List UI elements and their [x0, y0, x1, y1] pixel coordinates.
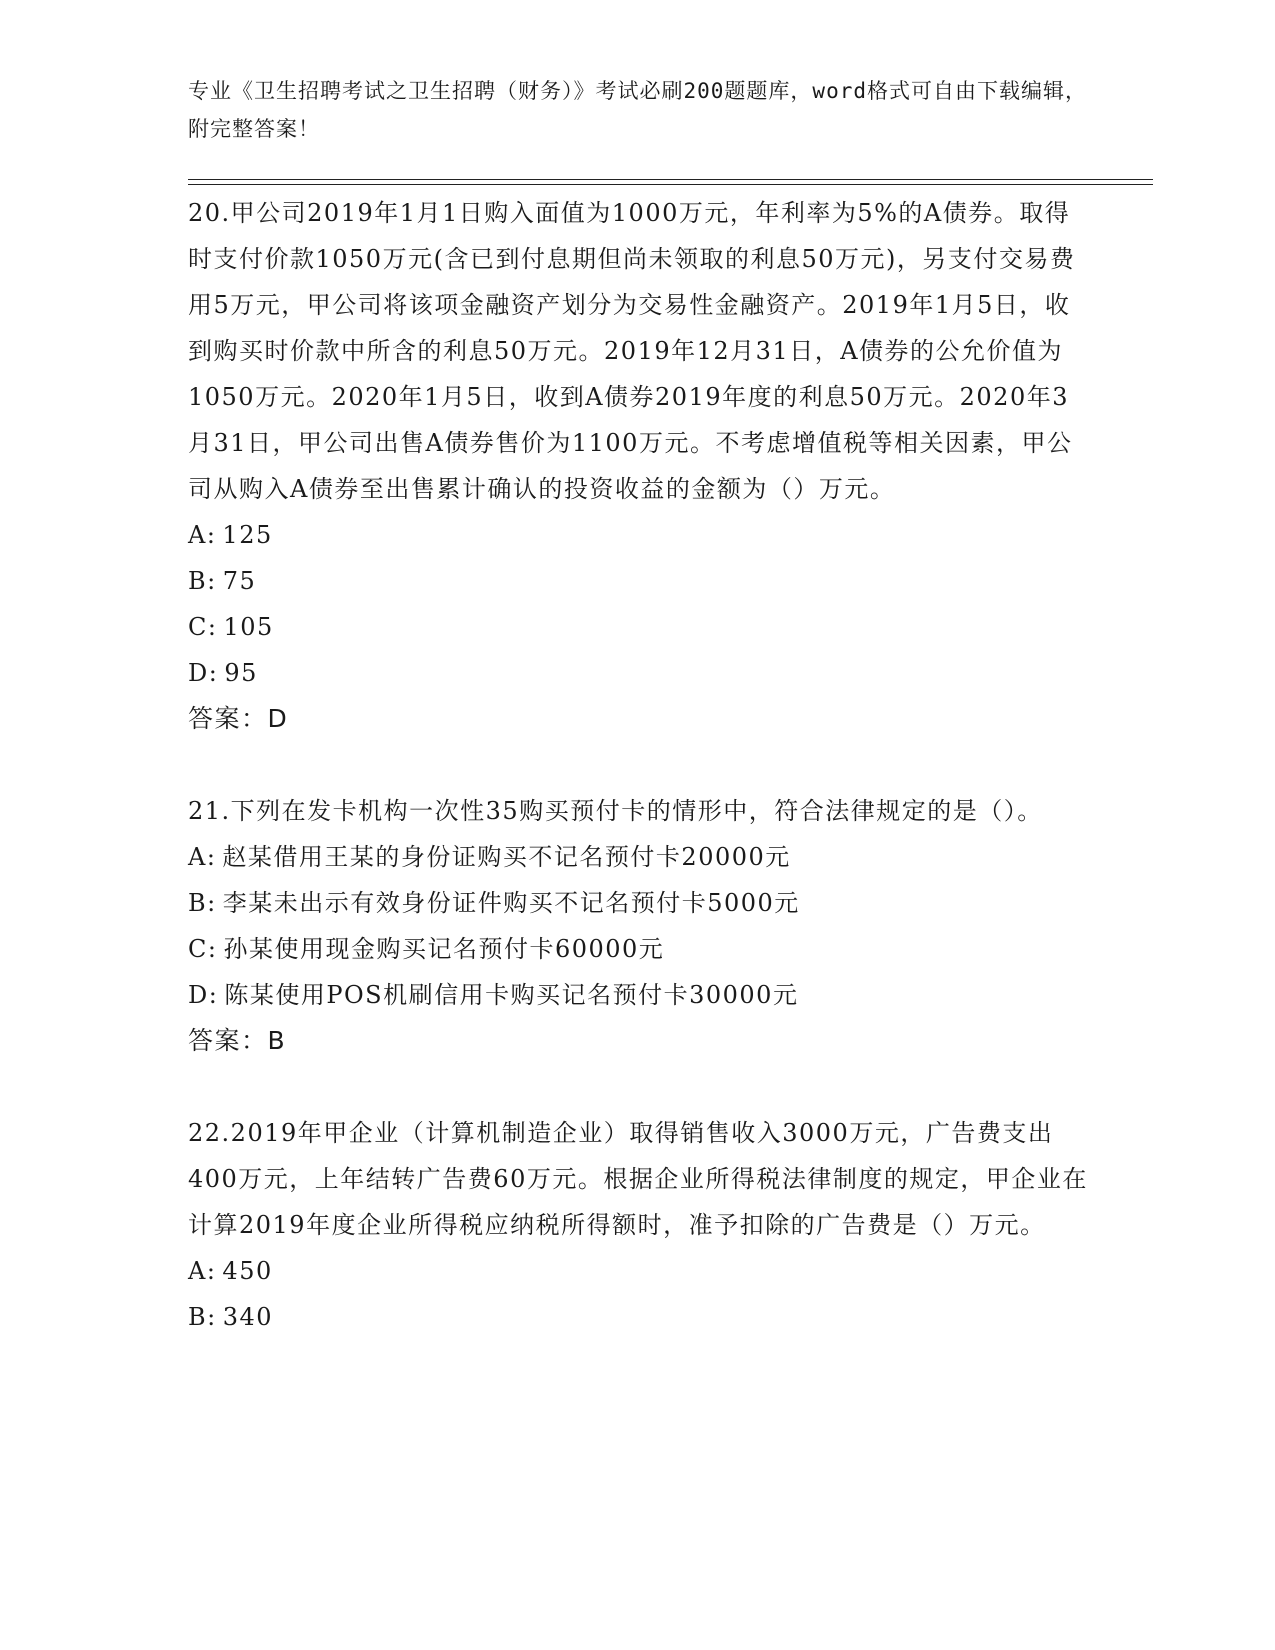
- header-rule-top: [188, 179, 1153, 180]
- option-text: 陈某使用POS机刷信用卡购买记名预付卡30000元: [224, 981, 799, 1009]
- question-block-21: [188, 788, 1088, 1064]
- option-text: 125: [222, 521, 273, 549]
- option-label: B:: [188, 567, 217, 595]
- option-text: 孙某使用现金购买记名预付卡60000元: [223, 935, 665, 963]
- option-a: [188, 512, 1088, 558]
- question-text: 20.甲公司2019年1月1日购入面值为1000万元，年利率为5%的A债券。取得时支付价款1050万元(含已到付息期但尚未领取的利息50万元)，另支付交易费用5万元，甲公司将该项金融资产划分为交易性金融资产。2019年1月5日，收到购买时价款中所含的利息50万元。2019年12月31日，A债券的公允价值为1050万元。2020年1月5日，收到A债券2019年度的利息50万元。2020年3月31日，甲公司出售A债券售价为1100万元。不考虑增值税等相关因素，甲公司从购入A债券至出售累计确认的投资收益的金额为（）万元。: [188, 199, 1076, 503]
- option-b: [188, 558, 1088, 604]
- option-label: A:: [188, 843, 217, 871]
- option-text: 340: [222, 1303, 274, 1331]
- option-label: B:: [188, 1303, 217, 1331]
- question-block-20: [188, 190, 1088, 742]
- option-label: D:: [188, 981, 219, 1009]
- option-text: 李某未出示有效身份证件购买不记名预付卡5000元: [222, 889, 800, 917]
- page-header: 专业《卫生招聘考试之卫生招聘（财务）》考试必刷200题题库，word格式可自由下载编辑，附完整答案！: [188, 79, 1087, 141]
- option-b: [188, 880, 1088, 926]
- option-label: C:: [188, 935, 218, 963]
- answer-text: 答案：B: [188, 1026, 287, 1055]
- option-text: 75: [222, 567, 257, 595]
- option-text: 赵某借用王某的身份证购买不记名预付卡20000元: [222, 843, 791, 871]
- option-b: [188, 1294, 1088, 1340]
- option-label: B:: [188, 889, 217, 917]
- header-rule-bottom: [188, 184, 1153, 185]
- option-d: [188, 650, 1088, 696]
- option-d: [188, 972, 1088, 1018]
- option-a: [188, 1248, 1088, 1294]
- option-c: [188, 926, 1088, 972]
- option-text: 105: [223, 613, 274, 641]
- question-list: [188, 190, 1088, 1386]
- option-a: [188, 834, 1088, 880]
- option-label: A:: [188, 521, 217, 549]
- option-label: C:: [188, 613, 218, 641]
- option-text: 450: [222, 1257, 273, 1285]
- option-text: 95: [224, 659, 258, 687]
- option-label: D:: [188, 659, 219, 687]
- question-text: 22.2019年甲企业（计算机制造企业）取得销售收入3000万元，广告费支出400万元，上年结转广告费60万元。根据企业所得税法律制度的规定，甲企业在计算2019年度企业所得税应纳税所得额时，准予扣除的广告费是（）万元。: [188, 1119, 1088, 1239]
- question-text: 21.下列在发卡机构一次性35购买预付卡的情形中，符合法律规定的是（）。: [188, 797, 1043, 825]
- answer-text: 答案：D: [188, 704, 289, 733]
- option-label: A:: [188, 1257, 217, 1285]
- option-c: [188, 604, 1088, 650]
- question-block-22: [188, 1110, 1088, 1340]
